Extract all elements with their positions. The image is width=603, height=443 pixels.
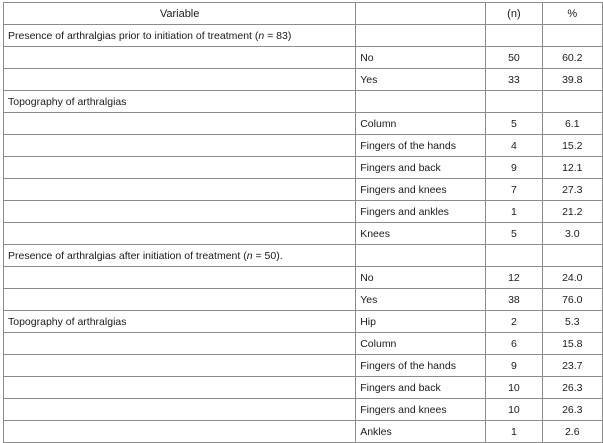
percent-cell	[542, 91, 602, 113]
percent-cell: 5.3	[542, 311, 602, 333]
percent-cell: 15.2	[542, 135, 602, 157]
table-row	[4, 311, 603, 333]
n-cell: 5	[486, 113, 542, 135]
section-label	[4, 333, 356, 355]
section-label	[4, 135, 356, 157]
section-label-text: Presence of arthralgias prior to initiation of treatment (	[8, 29, 259, 42]
section-label	[4, 245, 356, 267]
header-variable: Variable	[4, 3, 356, 25]
table-row	[4, 223, 603, 245]
n-cell: 9	[486, 355, 542, 377]
percent-cell: 3.0	[542, 223, 602, 245]
subcategory-cell: Column	[356, 113, 486, 135]
percent-cell	[542, 25, 602, 47]
arthralgia-table	[3, 2, 603, 443]
section-label-text: Topography of arthralgias	[8, 95, 127, 108]
n-cell: 7	[486, 179, 542, 201]
subcategory-cell	[356, 245, 486, 267]
n-cell: 5	[486, 223, 542, 245]
subcategory-cell: Hip	[356, 311, 486, 333]
percent-cell: 12.1	[542, 157, 602, 179]
percent-cell: 27.3	[542, 179, 602, 201]
subcategory-cell: Fingers of the hands	[356, 135, 486, 157]
section-label-n: n	[258, 29, 265, 42]
subcategory-cell: Fingers and back	[356, 157, 486, 179]
percent-cell: 26.3	[542, 399, 602, 421]
subcategory-cell: Fingers and knees	[356, 399, 486, 421]
section-label	[4, 179, 356, 201]
section-label	[4, 69, 356, 91]
percent-cell	[542, 245, 602, 267]
percent-cell: 21.2	[542, 201, 602, 223]
n-cell: 10	[486, 399, 542, 421]
n-cell: 38	[486, 289, 542, 311]
subcategory-cell: Column	[356, 333, 486, 355]
section-label	[4, 399, 356, 421]
percent-cell: 76.0	[542, 289, 602, 311]
section-label	[4, 113, 356, 135]
table-row	[4, 157, 603, 179]
section-label	[4, 91, 356, 113]
table-row	[4, 91, 603, 113]
table-body	[4, 25, 603, 443]
table-row	[4, 47, 603, 69]
percent-cell: 2.6	[542, 421, 602, 443]
n-cell: 9	[486, 157, 542, 179]
section-label-suffix: = 83)	[264, 29, 292, 42]
percent-cell: 26.3	[542, 377, 602, 399]
subcategory-cell: Fingers and knees	[356, 179, 486, 201]
section-label	[4, 377, 356, 399]
n-cell: 1	[486, 421, 542, 443]
n-cell: 2	[486, 311, 542, 333]
section-label	[4, 201, 356, 223]
section-label-n: n	[246, 249, 253, 262]
table-header-row	[4, 3, 603, 25]
subcategory-cell: Fingers of the hands	[356, 355, 486, 377]
table-row	[4, 179, 603, 201]
subcategory-cell: Yes	[356, 69, 486, 91]
n-cell: 12	[486, 267, 542, 289]
section-label	[4, 223, 356, 245]
subcategory-cell: Knees	[356, 223, 486, 245]
section-label	[4, 267, 356, 289]
table-row	[4, 201, 603, 223]
table-row	[4, 377, 603, 399]
n-cell: 1	[486, 201, 542, 223]
header-percent: %	[542, 3, 602, 25]
section-label-suffix: = 50).	[252, 249, 283, 262]
subcategory-cell: Ankles	[356, 421, 486, 443]
subcategory-cell	[356, 25, 486, 47]
table-row	[4, 421, 603, 443]
section-label	[4, 289, 356, 311]
table-row	[4, 25, 603, 47]
percent-cell: 15.8	[542, 333, 602, 355]
table-row	[4, 333, 603, 355]
section-label	[4, 47, 356, 69]
table-row	[4, 69, 603, 91]
subcategory-cell: Fingers and ankles	[356, 201, 486, 223]
section-label	[4, 421, 356, 443]
percent-cell: 6.1	[542, 113, 602, 135]
subcategory-cell: No	[356, 267, 486, 289]
subcategory-cell	[356, 91, 486, 113]
table-row	[4, 267, 603, 289]
table-row	[4, 113, 603, 135]
section-label	[4, 157, 356, 179]
header-n: (n)	[486, 3, 542, 25]
header-subcategory	[356, 3, 486, 25]
n-cell	[486, 245, 542, 267]
n-cell	[486, 91, 542, 113]
subcategory-cell: Fingers and back	[356, 377, 486, 399]
percent-cell: 60.2	[542, 47, 602, 69]
table-row	[4, 289, 603, 311]
table-row	[4, 399, 603, 421]
section-label: Topography of arthralgias	[4, 311, 356, 333]
percent-cell: 23.7	[542, 355, 602, 377]
n-cell: 10	[486, 377, 542, 399]
section-label-text: Presence of arthralgias after initiation of treatment (	[8, 249, 247, 262]
n-cell	[486, 25, 542, 47]
n-cell: 4	[486, 135, 542, 157]
percent-cell: 24.0	[542, 267, 602, 289]
section-label	[4, 355, 356, 377]
n-cell: 6	[486, 333, 542, 355]
section-label	[4, 25, 356, 47]
n-cell: 50	[486, 47, 542, 69]
subcategory-cell: No	[356, 47, 486, 69]
percent-cell: 39.8	[542, 69, 602, 91]
table-row	[4, 245, 603, 267]
n-cell: 33	[486, 69, 542, 91]
table-row	[4, 355, 603, 377]
subcategory-cell: Yes	[356, 289, 486, 311]
table-row	[4, 135, 603, 157]
